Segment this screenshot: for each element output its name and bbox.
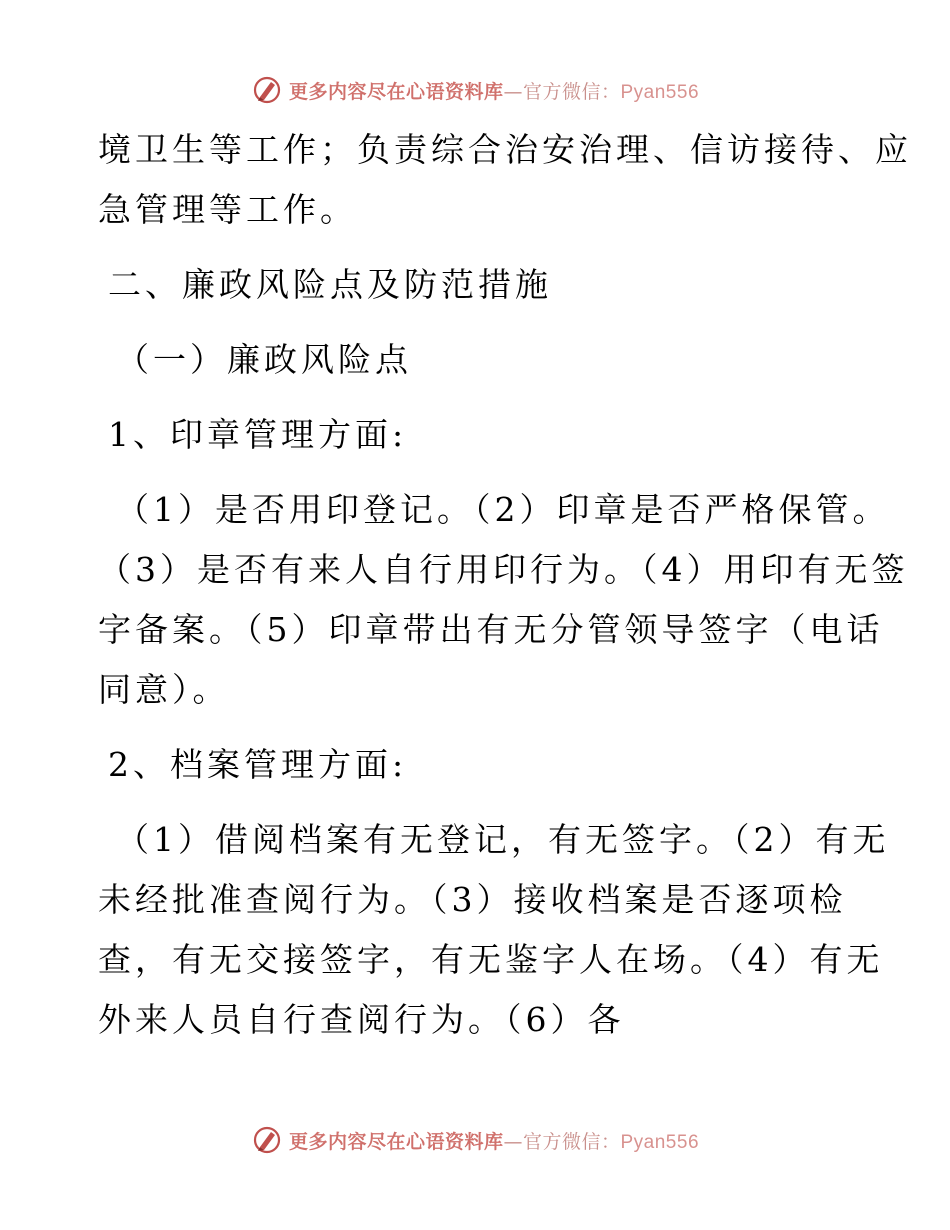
watermark-id: Pyan556 <box>620 81 700 103</box>
document-body <box>98 120 912 1050</box>
watermark-light: 官方微信： <box>522 80 621 103</box>
watermark-light: 官方微信： <box>522 1130 621 1153</box>
section-heading: 二、廉政风险点及防范措施 <box>108 265 552 304</box>
watermark-id: Pyan556 <box>620 1131 700 1153</box>
paragraph-line: （1）借阅档案有无登记，有无签字。（2）有无 <box>116 820 890 859</box>
header-watermark <box>0 70 950 110</box>
paragraph-line: 查，有无交接签字，有无鉴字人在场。（4）有无 <box>98 940 884 979</box>
item-heading-archive: 2、档案管理方面: <box>108 745 408 784</box>
watermark-strong: 更多内容尽在心语资料库 <box>288 1130 504 1153</box>
paragraph-line: 外来人员自行查阅行为。（6）各 <box>98 1000 625 1039</box>
watermark-text <box>289 77 699 104</box>
item-heading-seal: 1、印章管理方面: <box>108 415 408 454</box>
paragraph-line: 未经批准查阅行为。（3）接收档案是否逐项检 <box>98 880 847 919</box>
pen-logo-icon <box>251 1124 283 1156</box>
paragraph-line: 同意）。 <box>98 670 230 709</box>
paragraph-line: 急管理等工作。 <box>98 190 357 229</box>
paragraph-line: 字备案。（5）印章带出有无分管领导签字（电话 <box>98 610 884 649</box>
watermark-text <box>289 1127 699 1154</box>
watermark-strong: 更多内容尽在心语资料库 <box>288 80 504 103</box>
paragraph-line: （3）是否有来人自行用印行为。（4）用印有无签 <box>98 550 909 589</box>
paragraph-line: （1）是否用印登记。（2）印章是否严格保管。 <box>116 490 890 529</box>
watermark-dash: — <box>503 80 523 103</box>
subsection-heading: （一）廉政风险点 <box>116 340 412 379</box>
pen-logo-icon <box>251 74 283 106</box>
paragraph-line: 境卫生等工作；负责综合治安治理、信访接待、应 <box>98 130 912 169</box>
footer-watermark <box>0 1120 950 1160</box>
watermark-dash: — <box>503 1130 523 1153</box>
